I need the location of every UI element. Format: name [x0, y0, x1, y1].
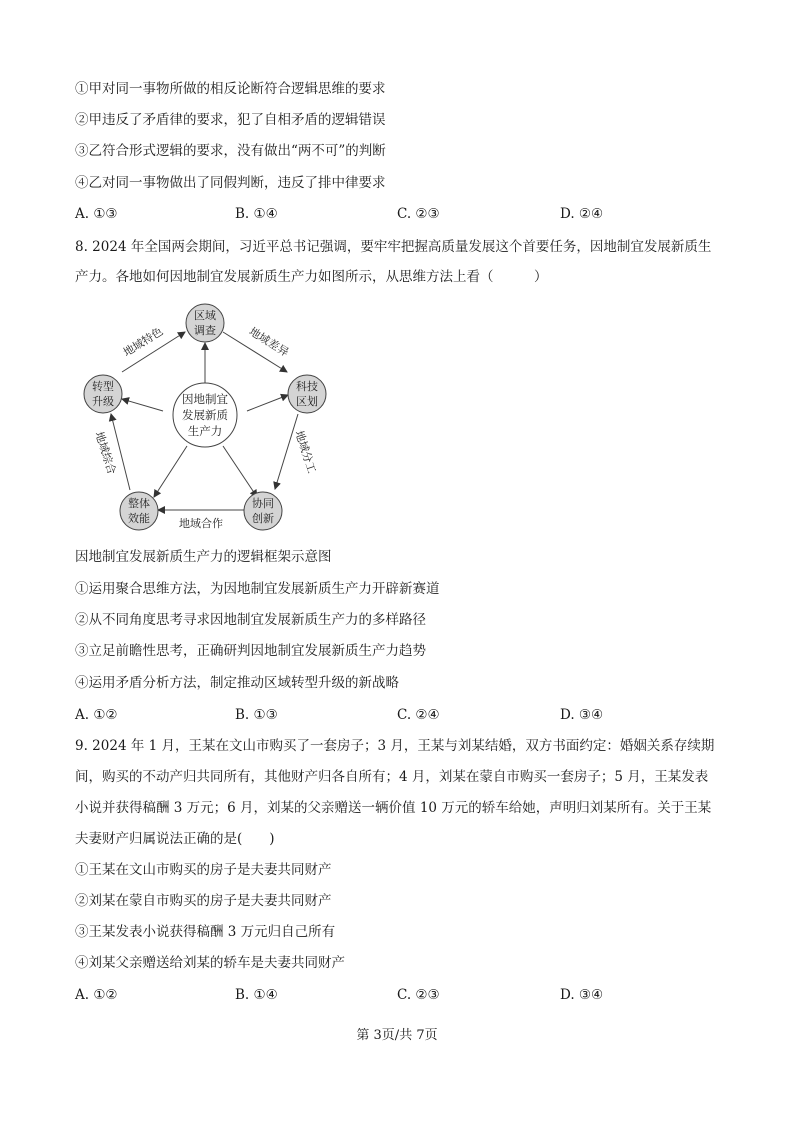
node-bottom-right-label-2: 创新 [252, 512, 274, 525]
spoke-to-left [122, 399, 163, 411]
node-left [84, 375, 122, 413]
edge-label-left: 地域综合 [92, 429, 119, 476]
edge-label-right: 地域分工 [292, 428, 319, 475]
node-right [288, 375, 326, 413]
q7-option-a[interactable]: A. ①③ [75, 206, 118, 222]
q7-statement-1: ①甲对同一事物所做的相反论断符合逻辑思维的要求 [75, 81, 386, 97]
node-bottom-left-label-1: 整体 [128, 497, 150, 510]
q8-stem-line-2: 产力。各地如何因地制宜发展新质生产力如图所示，从思维方法上看（ ） [75, 269, 548, 285]
q8-statement-1: ①运用聚合思维方法，为因地制宜发展新质生产力开辟新赛道 [75, 581, 440, 597]
q9-statement-3: ③王某发表小说获得稿酬 3 万元归自己所有 [75, 924, 336, 940]
node-left-label-2: 升级 [92, 395, 114, 408]
q9-statement-1: ①王某在文山市购买的房子是夫妻共同财产 [75, 862, 332, 878]
node-top [186, 304, 224, 342]
node-left-label-1: 转型 [92, 380, 114, 393]
q9-stem-line-4: 夫妻财产归属说法正确的是( ) [75, 831, 275, 847]
q9-stem-line-3: 小说并获得稿酬 3 万元；6 月，刘某的父亲赠送一辆价值 10 万元的轿车给她，声明归刘某所有。关于王某 [75, 800, 712, 816]
q7-option-b[interactable]: B. ①④ [235, 206, 278, 222]
q7-statement-3: ③乙符合形式逻辑的要求，没有做出“两不可”的判断 [75, 143, 386, 159]
logic-framework-diagram [70, 297, 340, 542]
center-label-3: 生产力 [187, 424, 223, 438]
spoke-to-bottom-left [154, 446, 187, 497]
node-bottom-right [244, 492, 282, 530]
spoke-to-right [247, 395, 288, 411]
q7-option-c[interactable]: C. ②③ [397, 206, 440, 222]
q8-option-d[interactable]: D. ③④ [560, 707, 604, 723]
q9-option-d[interactable]: D. ③④ [560, 987, 604, 1003]
q9-option-b[interactable]: B. ①④ [235, 987, 278, 1003]
node-bottom-right-label-1: 协同 [252, 497, 274, 510]
q9-statement-4: ④刘某父亲赠送给刘某的轿车是夫妻共同财产 [75, 955, 345, 971]
q9-stem-line-2: 间，购买的不动产归共同所有，其他财产归各自所有；4 月，刘某在蒙自市购买一套房子；5 月，王某发表 [75, 769, 709, 785]
q9-statement-2: ②刘某在蒙自市购买的房子是夫妻共同财产 [75, 893, 332, 909]
node-right-label-2: 区划 [296, 395, 318, 408]
q9-stem-line-1: 9. 2024 年 1 月，王某在文山市购买了一套房子；3 月，王某与刘某结婚，双方书面约定：婚姻关系存续期 [75, 738, 715, 754]
q9-option-c[interactable]: C. ②③ [397, 987, 440, 1003]
edge-left [111, 414, 130, 490]
q8-option-a[interactable]: A. ①② [75, 707, 118, 723]
q8-statement-2: ②从不同角度思考寻求因地制宜发展新质生产力的多样路径 [75, 612, 426, 628]
node-bottom-left-label-2: 效能 [128, 512, 150, 525]
q7-statement-4: ④乙对同一事物做出了同假判断，违反了排中律要求 [75, 175, 386, 191]
diagram-caption: 因地制宜发展新质生产力的逻辑框架示意图 [75, 549, 332, 565]
q8-option-b[interactable]: B. ①③ [235, 707, 278, 723]
node-top-label-2: 调查 [194, 324, 216, 337]
q8-option-c[interactable]: C. ②④ [397, 707, 440, 723]
spoke-to-bottom-right [223, 446, 257, 497]
q8-stem-line-1: 8. 2024 年全国两会期间，习近平总书记强调，要牢牢把握高质量发展这个首要任务，因地制宜发展新质生 [75, 239, 712, 255]
node-top-label-1: 区域 [194, 309, 216, 322]
q8-statement-4: ④运用矛盾分析方法，制定推动区域转型升级的新战略 [75, 675, 399, 691]
node-bottom-left [120, 492, 158, 530]
q7-statement-2: ②甲违反了矛盾律的要求，犯了自相矛盾的逻辑错误 [75, 112, 386, 128]
edge-label-top-left: 地域特色 [121, 324, 166, 360]
q8-statement-3: ③立足前瞻性思考，正确研判因地制宜发展新质生产力趋势 [75, 643, 426, 659]
edge-label-bottom: 地域合作 [179, 517, 223, 530]
q7-option-d[interactable]: D. ②④ [560, 206, 604, 222]
edge-label-top-right: 地域差异 [246, 324, 291, 360]
q9-option-a[interactable]: A. ①② [75, 987, 118, 1003]
edge-right [275, 414, 298, 489]
page-footer: 第 3页/共 7页 [356, 1028, 438, 1043]
center-label-1: 因地制宜 [182, 392, 228, 406]
center-label-2: 发展新质 [182, 408, 228, 422]
node-right-label-1: 科技 [296, 380, 318, 393]
